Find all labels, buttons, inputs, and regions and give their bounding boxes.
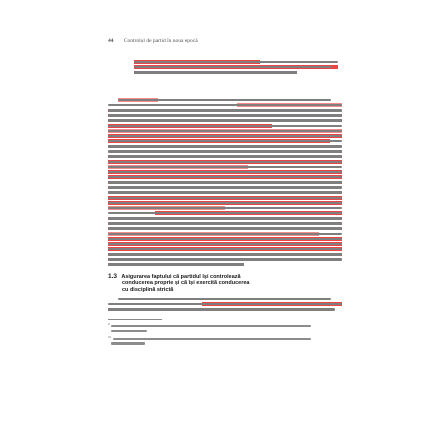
text-line [108,257,342,261]
text-ink [108,243,342,245]
text-line [108,165,342,169]
text-ink [108,202,342,204]
text-ink [108,155,342,157]
text-line [108,103,342,107]
opening-paragraph [134,60,338,75]
text-line [108,175,342,179]
text-line [108,237,342,241]
text-ink [118,99,331,101]
section-body-lines [108,297,342,312]
text-ink [134,61,338,63]
section-body-text [108,297,342,312]
text-line [108,227,342,231]
text-line [108,113,342,117]
text-ink [108,119,342,121]
text-line [108,180,342,184]
text-ink [108,197,342,199]
section-number: 1.3 [108,273,118,280]
text-line [108,211,342,215]
text-ink [108,181,342,183]
text-line [134,70,338,74]
text-ink [108,263,244,265]
footnote-1 [108,322,342,333]
text-ink [108,233,342,235]
footnote-text-line [111,325,311,327]
text-ink [108,308,335,310]
text-ink [108,161,342,163]
text-line [108,170,342,174]
text-ink [108,109,342,111]
text-line [108,98,342,102]
text-line [108,307,342,311]
text-ink [108,145,342,147]
section-title-line-1: Asigurarea faptului că partidul își controlează [121,274,241,280]
section-heading [108,274,342,293]
text-ink [108,171,342,173]
text-ink [108,248,342,250]
opening-paragraph-lines [134,60,338,75]
footnote-text-line [113,338,311,340]
text-ink [118,298,331,300]
text-line [108,155,342,159]
text-line [108,129,342,133]
text-line [108,216,342,220]
text-line [108,134,342,138]
main-body-text [108,98,342,268]
text-ink [108,125,342,127]
text-line [108,206,342,210]
page-number: 44 [108,38,114,44]
text-line [108,108,342,112]
text-line [108,160,342,164]
text-line [108,196,342,200]
running-head [108,38,198,44]
running-title: Controlul de partid în noua epocă [123,38,198,44]
text-line [108,232,342,236]
text-ink [108,130,342,132]
text-line [108,242,342,246]
text-line [108,247,342,251]
footnote-text-line [111,330,147,332]
text-ink [108,238,342,240]
footnote-marker: 10 [108,334,111,339]
text-line [134,60,338,64]
footnote-text-line [111,342,145,344]
text-ink [108,166,342,168]
text-ink [108,191,342,193]
text-ink [108,186,342,188]
text-line [108,201,342,205]
text-ink [108,217,342,219]
text-line [108,119,342,123]
text-line [108,191,342,195]
text-ink [108,227,342,229]
text-line [108,297,342,301]
text-line [108,252,342,256]
text-ink [108,258,342,260]
text-ink [108,253,342,255]
footnote-divider [108,319,162,320]
text-line [108,221,342,225]
text-ink [108,135,342,137]
text-ink [108,114,342,116]
text-line [108,139,342,143]
text-line [108,263,342,267]
text-ink [134,71,297,73]
main-body-lines [108,98,342,267]
footnotes [108,322,342,348]
text-ink [108,207,342,209]
section-title-line-3: cu disciplină strictă [122,286,174,293]
text-line [108,124,342,128]
text-line [108,185,342,189]
text-line [108,144,342,148]
section-title-line-2: conducerea proprie și că își exercită conducerea [122,280,250,287]
text-ink [108,150,342,152]
footnote-marker: 9 [108,322,110,326]
text-line [108,302,342,306]
text-line [108,149,342,153]
text-ink [108,222,342,224]
footnote-2 [108,335,342,346]
text-line [134,65,338,69]
